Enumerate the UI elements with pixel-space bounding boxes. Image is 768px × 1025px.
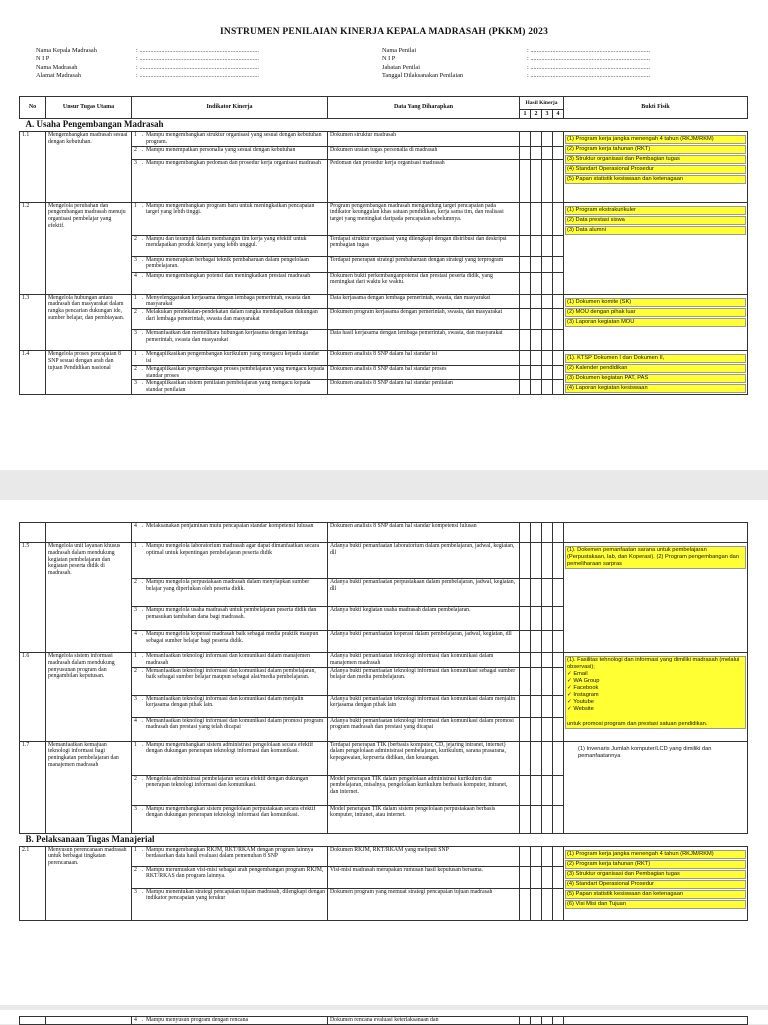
evidence-check-item: ✓ Website: [567, 706, 594, 712]
col-h2: 2: [531, 110, 542, 119]
score-cell[interactable]: [542, 256, 553, 272]
header-field: Nama Penilai : ............................................................................: [382, 47, 650, 54]
evidence-box: (1). Fasilitas tehnologi dan informasi yang dimiliki madrasah (melalui observasi); ✓ Email ✓ WA Group ✓ Facebook ✓ Instagram ✓ Youtube ✓ Website untuk promosi program dan prestasi satuan pendidikan.: [565, 656, 746, 729]
score-cell[interactable]: [520, 717, 531, 741]
score-cell[interactable]: [531, 146, 542, 159]
row-number: 1.6: [20, 653, 46, 742]
score-cell[interactable]: [542, 330, 553, 351]
indikator-cell: 2 . Mengelola administrasi pembelajaran secara efektif dengan dukungan penerapan teknologi informasi dan komunikasi.: [132, 775, 328, 805]
indikator-cell: 3 . Mengaplikasikan sistem penilaian pembelajaran yang mengacu kepada standar penilaian: [132, 380, 328, 395]
table-row: [20, 741, 748, 775]
score-cell[interactable]: [542, 653, 553, 668]
evidence-item: (1). Dokemen pemanfaatan sarana untuk pembelajaran (Perpustakaan, lab, dan Koperasi). (2) Program pengembangan dan pemeliharaan sarpras: [565, 546, 746, 569]
header-field: Nama Madrasah : ............................................................................: [36, 63, 259, 71]
indikator-cell: 1 . Mampu mengembangkan RKJM, RKT/RKAM dengan program lainnya berdasarkan data hasil evaluasi dalam pemenuhan 8 SNP: [132, 846, 328, 866]
score-cell[interactable]: [520, 235, 531, 256]
score-cell[interactable]: [553, 272, 564, 294]
score-cell[interactable]: [553, 202, 564, 235]
header-field: Jabatan Penilai : ............................................................................: [382, 63, 650, 71]
indikator-cell: 3 . Memanfaatkan dan memelihara hubungan kerjasama dengan lembaga pemerintah, swasta dan masyarakat: [132, 330, 328, 351]
unsur-cell: Mengelola hubungan antara madrasah dan masyarakat dalam rangka pencarian dukungan ide, sumber belajar, dan pembiayaan.: [46, 294, 132, 351]
indikator-cell: 4 . Mampu menyusun program dengan rencana: [132, 1017, 328, 1025]
row-number: 1.3: [20, 294, 46, 351]
table-row: [20, 653, 748, 668]
col-bukti: Bukti Fisik: [564, 97, 748, 119]
table-row: [20, 351, 748, 366]
score-cell[interactable]: [520, 653, 531, 668]
score-cell[interactable]: [553, 380, 564, 395]
header-right: [382, 47, 650, 80]
score-cell[interactable]: [542, 866, 553, 888]
score-cell[interactable]: [531, 256, 542, 272]
score-cell[interactable]: [531, 653, 542, 668]
evidence-item: (3) Struktur organisasi dan Pembagian tugas: [565, 155, 746, 164]
data-cell: Dokumen program kerjasama dengan pemerintah, swasta, dan masyarakat: [328, 309, 520, 330]
indikator-cell: 2 . Melakukan pendekatan-pendekatan dalam rangka mendapatkan dukungan dari lembaga pemerintah, swasta dan masyarakat: [132, 309, 328, 330]
evidence-item: (1) Program ekstrakurikuler: [565, 206, 746, 215]
score-cell[interactable]: [553, 294, 564, 309]
score-cell[interactable]: [542, 543, 553, 579]
evidence-item: (2) Kalender pendidikan: [565, 364, 746, 373]
header-field: N I P : ............................................................................: [36, 55, 259, 63]
score-cell[interactable]: [542, 631, 553, 653]
col-indikator: Indikator Kinerja: [132, 97, 328, 119]
evidence-item: (3) Laporan kegiatan MOU: [565, 318, 746, 327]
indikator-cell: 4 . Mampu mengembangkan potensi dan meningkatkan prestasi madrasah: [132, 272, 328, 294]
score-cell[interactable]: [542, 159, 553, 202]
data-cell: Dokumen bukti perkembanganpotensi dan prestasi peserta didik, yang meningkat dari waktu ke waktu.: [328, 272, 520, 294]
indikator-cell: 2 . Mampu merumuskan visi-misi sebagai arah pengembangan program RKJM, RKT/RKAS dan program lainnya.: [132, 866, 328, 888]
score-cell[interactable]: [520, 146, 531, 159]
score-cell[interactable]: [542, 380, 553, 395]
score-cell[interactable]: [531, 294, 542, 309]
data-cell: Adanya bukti pemanfaatan teknologi informasi dan komunikasi dalam menjalin kerjasama dengan pihak lain: [328, 695, 520, 717]
check-icon: ✓: [567, 678, 574, 684]
score-cell[interactable]: [520, 667, 531, 695]
evidence-check-item: ✓ WA Group: [567, 678, 600, 684]
score-cell[interactable]: [553, 805, 564, 833]
score-cell[interactable]: [531, 866, 542, 888]
evidence-item: (1) Program kerja jangka menengah 4 tahun (RKJM/RKM): [565, 850, 746, 859]
unsur-cell: Menyusun perencanaan madrasah untuk berbagai tingkatan perencanaan.: [46, 846, 132, 920]
indikator-cell: 1 . Mampu mengelola laboratorium madrasah agar dapat dimanfaatkan secara optimal untuk kepentingan pembelajaran peserta didik: [132, 543, 328, 579]
score-cell[interactable]: [542, 202, 553, 235]
data-cell: Terdapat struktur organisasi yang dilengkapi dengan distribusi dan deskripsi pembagian tugas: [328, 235, 520, 256]
unsur-cell: [46, 523, 132, 543]
score-cell[interactable]: [553, 695, 564, 717]
score-cell[interactable]: [531, 846, 542, 866]
score-cell[interactable]: [520, 631, 531, 653]
data-cell: Dokumen rencana evaluasi keterlaksanaan dan: [328, 1017, 520, 1025]
data-cell: Dokumen uraian tugas personalia di madrasah: [328, 146, 520, 159]
header-left: [36, 47, 259, 80]
score-cell[interactable]: [531, 330, 542, 351]
data-cell: Dokumen analisis 8 SNP dalam hal standar penilaian: [328, 380, 520, 395]
section-title: B. Pelaksanaan Tugas Manajerial: [20, 833, 748, 846]
score-cell[interactable]: [531, 365, 542, 380]
indikator-cell: 1 . Mampu mengembangkan struktur organisasi yang sesuai dengan kebutuhan program.: [132, 132, 328, 147]
score-cell[interactable]: [542, 309, 553, 330]
check-icon: ✓: [567, 685, 574, 691]
col-data: Data Yang Diharapkan: [328, 97, 520, 119]
evidence-check-item: ✓ Youtube: [567, 699, 594, 705]
score-cell[interactable]: [520, 543, 531, 579]
score-cell[interactable]: [520, 579, 531, 607]
indikator-cell: 1 . Mampu mengembangkan sistem administrasi pengelolaan secara efektif dengan dukungan penerapan teknologi informasi dan komunikasi.: [132, 741, 328, 775]
data-cell: Adanya bukti kegiatan usaha madrasah dalam pembelajaran.: [328, 607, 520, 631]
score-cell[interactable]: [553, 159, 564, 202]
score-cell[interactable]: [553, 330, 564, 351]
data-cell: Adanya bukti pemanfaatan perpustakaan dalam pembelajaran, jadwal, kegiatan, dll: [328, 579, 520, 607]
score-cell[interactable]: [542, 132, 553, 147]
data-cell: Model penerapan TIK dalam sistem pengelolaan perpustakaan berbasis komputer, intranet, atau internet.: [328, 805, 520, 833]
score-cell[interactable]: [553, 579, 564, 607]
assessment-table: [19, 96, 748, 395]
row-number: 1.5: [20, 543, 46, 653]
score-cell[interactable]: [520, 202, 531, 235]
evidence-item: (2) Data prestasi siswa: [565, 216, 746, 225]
data-cell: Dokumen analisis 8 SNP dalam hal standar proses: [328, 365, 520, 380]
bukti-cell: [564, 543, 748, 653]
evidence-item: (1). KTSP Dokumen I dan Dokumen II,: [565, 354, 746, 363]
score-cell[interactable]: [520, 805, 531, 833]
section-row: [20, 119, 748, 132]
indikator-cell: 1 . Memanfaatkan teknologi informasi dan komunikasi dalam manajemen madrasah: [132, 653, 328, 668]
bukti-cell: [564, 523, 748, 543]
score-cell[interactable]: [531, 523, 542, 543]
evidence-text: (1) Invenaris Jumlah komputer/LCD yang dimiliki dan pemanfaatannya: [578, 745, 712, 759]
evidence-item: (1) Dokumen komite (SK): [565, 298, 746, 307]
table-row: [20, 543, 748, 579]
score-cell[interactable]: [553, 607, 564, 631]
unsur-cell: Mengelola unit layanan khusus madrasah dalam mendukung kegiatan pembelajaran dan kegiatan peserta didik di madrasah.: [46, 543, 132, 653]
score-cell[interactable]: [520, 351, 531, 366]
evidence-check-item: ✓ Instagram: [567, 692, 599, 698]
score-cell[interactable]: [553, 631, 564, 653]
score-cell[interactable]: [520, 695, 531, 717]
score-cell[interactable]: [520, 294, 531, 309]
header-field: N I P : ............................................................................: [382, 55, 650, 63]
data-cell: Pedoman dan prosedur kerja organisasi madrasah: [328, 159, 520, 202]
score-cell[interactable]: [531, 380, 542, 395]
check-icon: ✓: [567, 699, 574, 705]
score-cell[interactable]: [520, 741, 531, 775]
indikator-cell: 3 . Mampu mengembangkan sistem pengelolaan perpustakaan secara efektif dengan dukungan penerapan teknologi informasi dan komunikasi.: [132, 805, 328, 833]
score-cell[interactable]: [531, 309, 542, 330]
score-cell[interactable]: [520, 309, 531, 330]
data-cell: Adanya bukti pemanfaatan koperasi dalam pembelajaran, jadwal, kegiatan, dll: [328, 631, 520, 653]
score-cell[interactable]: [542, 888, 553, 920]
unsur-cell: Memanfaatkan kemajuan teknologi informasi bagi peningkatan pembelajaran dan manajemen madrasah: [46, 741, 132, 833]
col-no: No: [20, 97, 46, 119]
indikator-cell: 2 . Mampu dan terampil dalam membangun tim kerja yang efektif untuk mendapatkan produk kinerja yang lebih unggul.: [132, 235, 328, 256]
table-row: [20, 202, 748, 235]
evidence-item: (4) Standart Operasional Prosedur: [565, 880, 746, 889]
data-cell: Model penerapan TIK dalam pengelolaan administrasi kurikulum dan pembelajaran, misalnya, pengelolaan kurikulum berbasis komputer, intranet, dan internet.: [328, 775, 520, 805]
row-number: 1.7: [20, 741, 46, 833]
bukti-cell: [564, 846, 748, 920]
data-cell: Data kerjasama dengan lembaga pemerintah, swasta, dan masyarakat: [328, 294, 520, 309]
score-cell[interactable]: [542, 607, 553, 631]
check-icon: ✓: [567, 671, 574, 677]
score-cell[interactable]: [520, 607, 531, 631]
score-cell[interactable]: [531, 543, 542, 579]
row-number: 2.1: [20, 846, 46, 920]
score-cell[interactable]: [542, 146, 553, 159]
document-title: INSTRUMEN PENILAIAN KINERJA KEPALA MADRASAH (PKKM) 2023: [219, 27, 549, 37]
evidence-item: (5) Papan statistik kesiswaan dan ketenagaan: [565, 890, 746, 899]
score-cell[interactable]: [553, 717, 564, 741]
evidence-item: (1) Program kerja jangka menengah 4 tahun (RKJM/RKM): [565, 135, 746, 144]
data-cell: Dokumen analisis 8 SNP dalam hal standar isi: [328, 351, 520, 366]
score-cell[interactable]: [520, 866, 531, 888]
table-row: [20, 294, 748, 309]
data-cell: Terdapat penerapan strategi pembaharuan dengan strategi yang terprogram: [328, 256, 520, 272]
table-row: [20, 1017, 748, 1025]
score-cell[interactable]: [531, 579, 542, 607]
score-cell[interactable]: [520, 159, 531, 202]
score-cell[interactable]: [520, 380, 531, 395]
score-cell[interactable]: [531, 717, 542, 741]
indikator-cell: 3 . Mampu menerapkan berbagai teknik pembaharuan dalam pengelolaan pembelajaran.: [132, 256, 328, 272]
bukti-cell: [564, 132, 748, 203]
unsur-cell: Mengembangkan madrasah sesuai dengan kebutuhan.: [46, 132, 132, 203]
indikator-cell: 1 . Mampu mengembangkan program baru untuk meningkatkan pencapaian target yang lebih tinggi.: [132, 202, 328, 235]
evidence-item: (3) Dokumen kegiatan PAT, PAS: [565, 374, 746, 383]
data-cell: Dokumen program yang memuat strategi pencapaian tujuan madrasah: [328, 888, 520, 920]
score-cell[interactable]: [520, 256, 531, 272]
evidence-item: (4) Standart Operasional Prosedur: [565, 165, 746, 174]
score-cell[interactable]: [531, 888, 542, 920]
page-3: [0, 1010, 768, 1024]
data-cell: Program pengembangan madrasah mengandung target pencapaian pada indikator keunggulan khas satuan pendidikan, kerja sama tim, dan realisasi target yang meningkat daripada pencapaian sebelumnya.: [328, 202, 520, 235]
score-cell[interactable]: [542, 272, 553, 294]
score-cell[interactable]: [531, 741, 542, 775]
score-cell[interactable]: [520, 523, 531, 543]
indikator-cell: 1 . Mengaplikasikan pengembangan kurikulum yang mengacu kepada standar isi: [132, 351, 328, 366]
evidence-item: (6) Visi Misi dan Tujuan: [565, 900, 746, 909]
score-cell[interactable]: [542, 235, 553, 256]
indikator-cell: 3 . Mampu mengelola usaha madrasah untuk pembelajaran peserta didik dan pemasukan tambahan dana bagi madrasah.: [132, 607, 328, 631]
score-cell[interactable]: [531, 667, 542, 695]
header-field: Alamat Madrasah : ............................................................................: [36, 71, 259, 79]
row-number: 1.4: [20, 351, 46, 395]
bukti-cell: [564, 653, 748, 742]
score-cell[interactable]: [520, 775, 531, 805]
score-cell[interactable]: [542, 846, 553, 866]
page-1: [0, 0, 768, 470]
score-cell[interactable]: [553, 667, 564, 695]
evidence-item: (2) MOU dengan pihak luar: [565, 308, 746, 317]
header-field: Nama Kepala Madrasah : ............................................................................: [36, 47, 259, 54]
score-cell[interactable]: [553, 888, 564, 920]
score-cell[interactable]: [542, 667, 553, 695]
score-cell[interactable]: [520, 330, 531, 351]
score-cell[interactable]: [553, 543, 564, 579]
data-cell: Adanya bukti pemanfaatan teknologi informasi dan komunikasi sebagai sumber belajar dan media pembelajaran.: [328, 667, 520, 695]
evidence-item: (5) Papan statistik kesiswaan dan ketenagaan: [565, 175, 746, 184]
col-h1: 1: [520, 110, 531, 119]
score-cell[interactable]: [520, 365, 531, 380]
data-cell: Adanya bukti pemanfaatan teknologi informasi dan komunikasi dalam promosi program madrasah dan prestasi yang dicapai: [328, 717, 520, 741]
indikator-cell: 4 . Melaksanakan penjaminan mutu pencapaian standar kompetensi lulusan: [132, 523, 328, 543]
evidence-check-item: ✓ Facebook: [567, 685, 599, 691]
col-unsur: Unsur Tugas Utama: [46, 97, 132, 119]
indikator-cell: 1 . Menyelenggarakan kerjasama dengan lembaga pemerintah, swasta dan masyarakat: [132, 294, 328, 309]
evidence-item: (3) Struktur organisasi dan Pembagian tugas: [565, 870, 746, 879]
score-cell[interactable]: [520, 888, 531, 920]
score-cell[interactable]: [553, 365, 564, 380]
score-cell[interactable]: [531, 805, 542, 833]
indikator-cell: 4 . Memanfaatkan teknologi informasi dan komunikasi dalam promosi program madrasah dan prestasi yang telah dicapai: [132, 717, 328, 741]
col-h4: 4: [553, 110, 564, 119]
score-cell[interactable]: [531, 695, 542, 717]
assessment-table-continued: [19, 522, 748, 921]
score-cell[interactable]: [542, 695, 553, 717]
score-cell[interactable]: [531, 631, 542, 653]
score-cell[interactable]: [531, 272, 542, 294]
col-h3: 3: [542, 110, 553, 119]
indikator-cell: 3 . Mampu menentukan strategi pencapaian tujuan madrasah, dilengkapi dengan indikator pencapaian yang terukur: [132, 888, 328, 920]
data-cell: Dokumen struktur madrasah: [328, 132, 520, 147]
evidence-check-item: ✓ Email: [567, 671, 588, 677]
indikator-cell: 2 . Mengaplikasikan pengembangan proses pembelajaran yang mengacu kepada standar proses: [132, 365, 328, 380]
indikator-cell: 3 . Mampu mengembangkan pedoman dan prosedur kerja organisasi madrasah: [132, 159, 328, 202]
section-row: [20, 833, 748, 846]
header-field: Tanggal Dilaksanakan Penilaian : ............................................................................: [382, 71, 650, 79]
score-cell[interactable]: [531, 775, 542, 805]
score-cell[interactable]: [520, 272, 531, 294]
score-cell[interactable]: [553, 846, 564, 866]
col-hasil: Hasil Kinerja: [520, 97, 564, 110]
indikator-cell: 2 . Mampu menempatkan personalia yang sesuai dengan kebutuhan: [132, 146, 328, 159]
score-cell[interactable]: [553, 653, 564, 668]
row-number: 1.2: [20, 202, 46, 294]
table-row: [20, 846, 748, 866]
assessment-table-page3: [19, 1016, 748, 1025]
page-2: [0, 500, 768, 1005]
check-icon: ✓: [567, 692, 574, 698]
score-cell[interactable]: [553, 741, 564, 775]
row-number: 1.1: [20, 132, 46, 203]
score-cell[interactable]: [542, 351, 553, 366]
score-cell[interactable]: [531, 235, 542, 256]
data-cell: Adanya bukti pemanfaatan teknologi informasi dan komunikasi dalam manajemen madrasah: [328, 653, 520, 668]
score-cell[interactable]: [520, 846, 531, 866]
evidence-item: (3) Data alumni: [565, 226, 746, 235]
score-cell[interactable]: [531, 202, 542, 235]
score-cell[interactable]: [553, 256, 564, 272]
bukti-cell: [564, 741, 748, 833]
bukti-cell: [564, 351, 748, 395]
score-cell[interactable]: [542, 741, 553, 775]
unsur-cell: Mengelola perubahan dan pengembangan madrasah menuju organisasi pembelajar yang efektif.: [46, 202, 132, 294]
evidence-item: (4) Laporan kegiatan kesiswaan: [565, 384, 746, 393]
indikator-cell: 2 . Memanfaatkan teknologi informasi dan komunikasi dalam pembelajaran, baik sebagai sumber belajar maupun sebagai alat/media pembelajaran.: [132, 667, 328, 695]
unsur-cell: Mengelola proses pencapaian 8 SNP sesuai dengan arah dan tujuan Pendidikan nasional: [46, 351, 132, 395]
score-cell[interactable]: [531, 159, 542, 202]
score-cell[interactable]: [542, 805, 553, 833]
check-icon: ✓: [567, 706, 574, 712]
data-cell: Visi-misi madrasah merupakan rumusan hasil keputusan bersama.: [328, 866, 520, 888]
score-cell[interactable]: [542, 294, 553, 309]
score-cell[interactable]: [531, 132, 542, 147]
score-cell[interactable]: [531, 351, 542, 366]
row-number: [20, 523, 46, 543]
bukti-cell: [564, 294, 748, 351]
table-row: [20, 523, 748, 543]
score-cell[interactable]: [553, 775, 564, 805]
score-cell[interactable]: [542, 579, 553, 607]
score-cell[interactable]: [553, 523, 564, 543]
data-cell: Adanya bukti pemanfaatan laboratorium dalam pembelajaran, jadwal, kegiatan, dll: [328, 543, 520, 579]
score-cell[interactable]: [542, 717, 553, 741]
section-title: A. Usaha Pengembangan Madrasah: [20, 119, 748, 132]
score-cell[interactable]: [553, 132, 564, 147]
indikator-cell: 4 . Mampu mengelola koperasi madrasah baik sebagai media praktik maupun sebagai sumber belajar bagi peserta didik.: [132, 631, 328, 653]
data-cell: Dokumen RKJM, RKT/RKAM yang meliputi SNP: [328, 846, 520, 866]
score-cell[interactable]: [542, 365, 553, 380]
unsur-cell: Mengelola sistem informasi madrasah dalam mendukung penyusunan program dan pengambilan keputusan.: [46, 653, 132, 742]
score-cell[interactable]: [553, 351, 564, 366]
score-cell[interactable]: [553, 146, 564, 159]
data-cell: Dokumen analisis 8 SNP dalam hal standar kompetensi lulusan: [328, 523, 520, 543]
indikator-cell: 2 . Mampu mengelola perpustakaan madrasah dalam menyiapkan sumber belajar yang diperlukan oleh peserta didik.: [132, 579, 328, 607]
score-cell[interactable]: [553, 866, 564, 888]
score-cell[interactable]: [542, 523, 553, 543]
evidence-item: (2) Program kerja tahunan (RKT): [565, 145, 746, 154]
score-cell[interactable]: [553, 235, 564, 256]
score-cell[interactable]: [531, 607, 542, 631]
bukti-cell: [564, 202, 748, 294]
indikator-cell: 3 . Memanfaatkan teknologi informasi dan komunikasi dalam menjalin kerjasama dengan pihak lain.: [132, 695, 328, 717]
evidence-item: (2) Program kerja tahunan (RKT): [565, 860, 746, 869]
table-row: [20, 132, 748, 147]
score-cell[interactable]: [542, 775, 553, 805]
data-cell: Data hasil kerjasama dengan lembaga pemerintah, swasta, dan masyarakat: [328, 330, 520, 351]
data-cell: Terdapat penerapan TIK (berbasis komputer, CD, jejaring intranet, internet) dalam pengelolaan administrasi pembelajaran, kurikulum, sarana prasarana, kepegawaian, keprserta didikan, dan keuangan.: [328, 741, 520, 775]
score-cell[interactable]: [520, 132, 531, 147]
score-cell[interactable]: [553, 309, 564, 330]
